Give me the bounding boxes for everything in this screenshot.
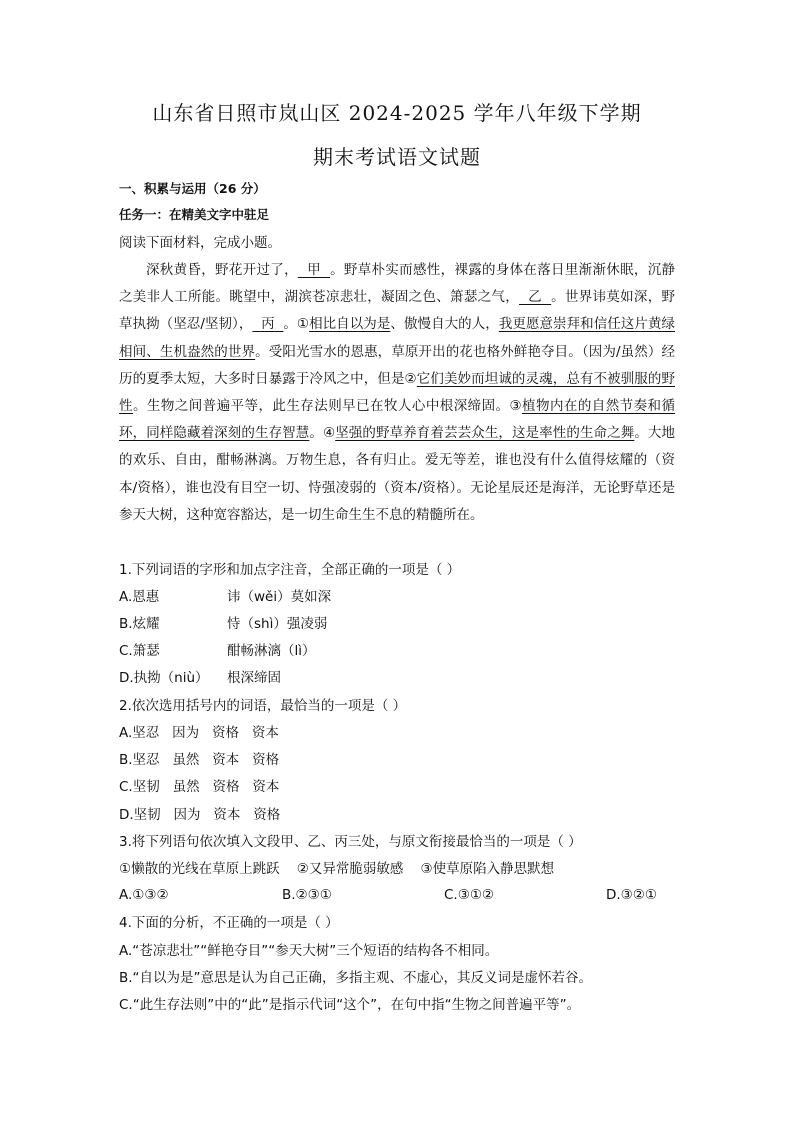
option-text: 酣畅淋漓（lì） [227,643,316,659]
passage-text: 。生物之间普遍平等，此生存法则早已在牧人心中根深缔固。③ [132,398,523,415]
question-3-option-a: A.①③② [119,887,169,903]
question-2-option-c: C.坚韧 虽然 资格 资本 [119,779,280,795]
exam-title-line2: 期末考试语文试题 [313,145,481,169]
option-label: C.箫瑟 [119,643,160,659]
option-text: 讳（wěi）莫如深 [227,589,332,605]
question-2-stem: 2.依次选用括号内的词语，最恰当的一项是（ ） [119,698,407,714]
question-4-stem: 4.下面的分析，不正确的一项是（ ） [119,915,339,931]
passage-text: 、傲慢自大的人， [390,316,499,333]
passage-text: 。受阳光雪水的恩惠，草原开出的花也格外鲜艳夺目。（因为/虽然）经历的夏季太短，大多时日暴露于冷风之中，但是② [119,343,675,387]
question-1-stem: 1.下列词语的字形和加点字注音，全部正确的一项是（ ） [119,562,461,578]
blank-yi: 乙 [519,289,552,306]
passage-text: 深秋黄昏，野花开过了， [146,262,298,278]
passage-text: 。野草朴实而感性，裸露的身体在落日里渐渐休眠，沉静之美非人工所能。眺望中，湖滨苍凉悲壮，凝固之色、箫瑟之气， [119,262,676,306]
underlined-sentence-4: 坚强的野草养育着芸芸众生，这是率性的生命之舞 [335,425,635,442]
underlined-phrase-2: 我更愿意崇拜和信任这片黄绿相间、生机盎然的世界 [119,316,675,360]
blank-jia: 甲 [297,262,331,278]
passage-text: 。④ [309,425,336,442]
question-1-option-b [119,615,679,633]
question-4-option-a: A.“苍凉悲壮”“鲜艳夺目”“参天大树”三个短语的结构各不相同。 [119,943,499,959]
task-heading: 任务一：在精美文字中驻足 [119,207,270,222]
question-4-option-b: B.“自以为是”意思是认为自己正确，多指主观、不虚心，其反义词是虚怀若谷。 [119,970,593,986]
blank-bing: 丙 [252,316,284,333]
question-1-option-d [119,669,679,687]
exam-title-line1: 山东省日照市岚山区 2024-2025 学年八年级下学期 [152,101,642,125]
option-text: 恃（shì）强凌弱 [227,616,328,632]
question-2-option-b: B.坚忍 虽然 资本 资格 [119,752,280,768]
underlined-sentence-3: 植物内在的自然节奏和循环，同样隐藏着深刻的生存智慧 [119,398,676,442]
question-2-option-d: D.坚韧 因为 资本 资格 [119,807,281,823]
passage-text: 。① [283,316,310,333]
underlined-phrase-1: 相比自以为是 [309,316,391,333]
underlined-sentence-2: 它们美妙而坦诚的灵魂，总有不被驯服的野性 [119,370,676,415]
reading-passage [119,257,675,529]
question-4-option-c: C.“此生存法则”中的“此”是指示代词“这个”，在句中指“生物之间普遍平等”。 [119,997,581,1013]
question-3-items: ①懒散的光线在草原上跳跃 ②又异常脆弱敏感 ③使草原陷入静思默想 [119,861,555,877]
option-label: D.执拗（niù） [119,670,209,686]
question-2-option-a: A.坚忍 因为 资格 资本 [119,725,279,741]
option-label: A.恩惠 [119,589,160,605]
passage-text: 。大地的欢乐、自由，酣畅淋漓。万物生息，各有归止。爱无等差，谁也没有什么值得炫耀的（资本/资格），谁也没有目空一切、恃强凌弱的（资本/资格）。无论星辰还是海洋，无论野草还是参天大树，这种宽容豁达，是一切生命生生不息的精髓所在。 [119,425,676,523]
question-3-option-c: C.③①② [444,887,495,903]
question-1-option-a [119,588,679,606]
section-heading: 一、积累与运用（26 分） [119,181,266,196]
question-3-option-b: B.②③① [282,887,332,903]
instruction-text: 阅读下面材料，完成小题。 [119,235,281,251]
question-3-option-d: D.③②① [606,887,657,903]
option-text: 根深缔固 [227,670,281,686]
option-label: B.炫耀 [119,616,160,632]
question-1-option-c [119,642,679,660]
passage-text: 。世界讳莫如深，野草执拗（坚忍/坚韧）， [119,289,676,333]
question-3-stem: 3.将下列语句依次填入文段甲、乙、丙三处，与原文衔接最恰当的一项是（ ） [119,834,582,850]
